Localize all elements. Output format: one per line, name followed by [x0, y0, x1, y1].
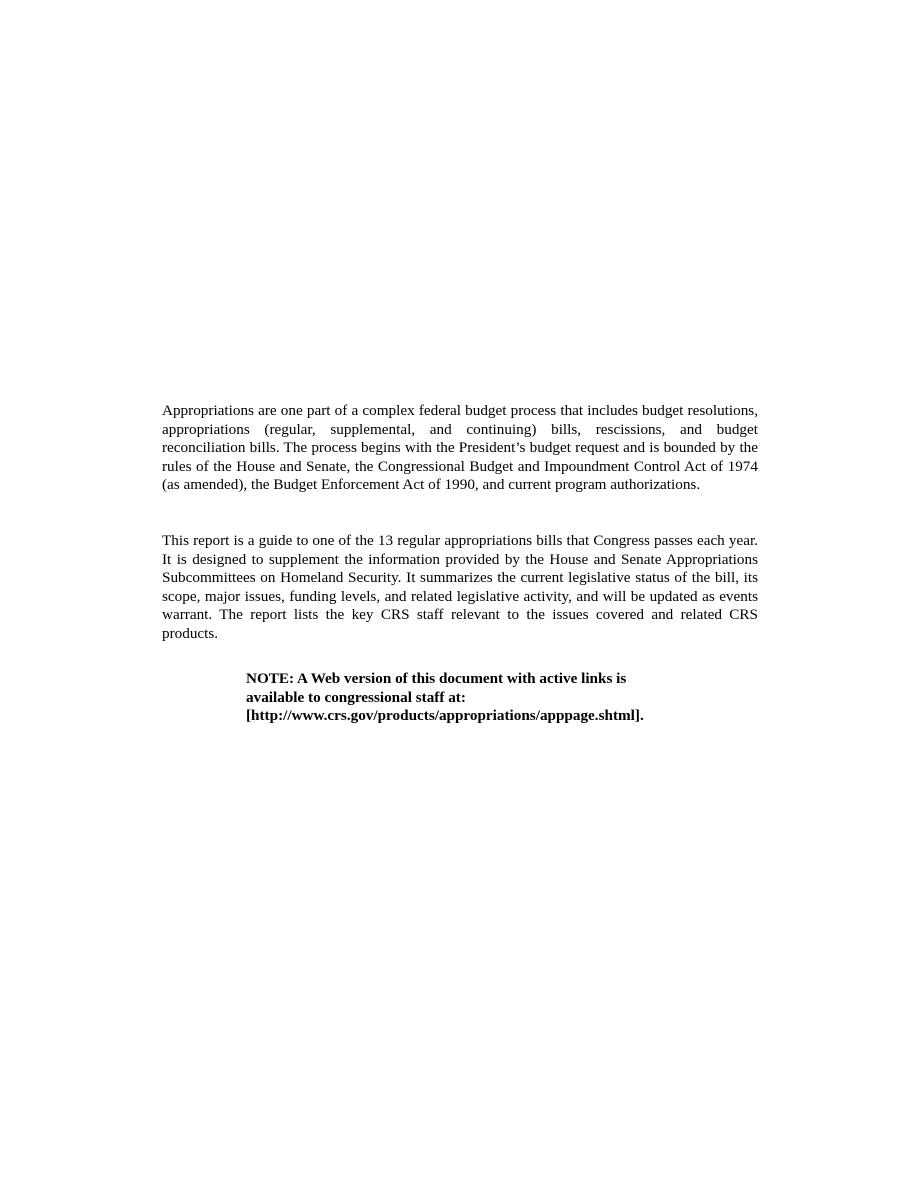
note-line-1: NOTE: A Web version of this document with active links is [246, 670, 627, 687]
report-guide-paragraph: This report is a guide to one of the 13 regular appropriations bills that Congress passes each year. It is designed to supplement the information provided by the House and Senate Appropriations Subcommittees on Homeland Security. It summarizes the current legislative status of the bill, its scope, major issues, funding levels, and related legislative activity, and will be updated as events warrant. The report lists the key CRS staff relevant to the issues covered and related CRS products. [162, 532, 758, 642]
web-version-note [246, 670, 716, 726]
note-url: [http://www.crs.gov/products/appropriations/apppage.shtml]. [246, 707, 644, 725]
note-line-2: available to congressional staff at: [246, 688, 466, 706]
intro-paragraph: Appropriations are one part of a complex federal budget process that includes budget resolutions, appropriations (regular, supplemental, and continuing) bills, rescissions, and budget reconciliation bills. The process begins with the President’s budget request and is bounded by the rules of the House and Senate, the Congressional Budget and Impoundment Control Act of 1974 (as amended), the Budget Enforcement Act of 1990, and current program authorizations. [162, 402, 758, 494]
